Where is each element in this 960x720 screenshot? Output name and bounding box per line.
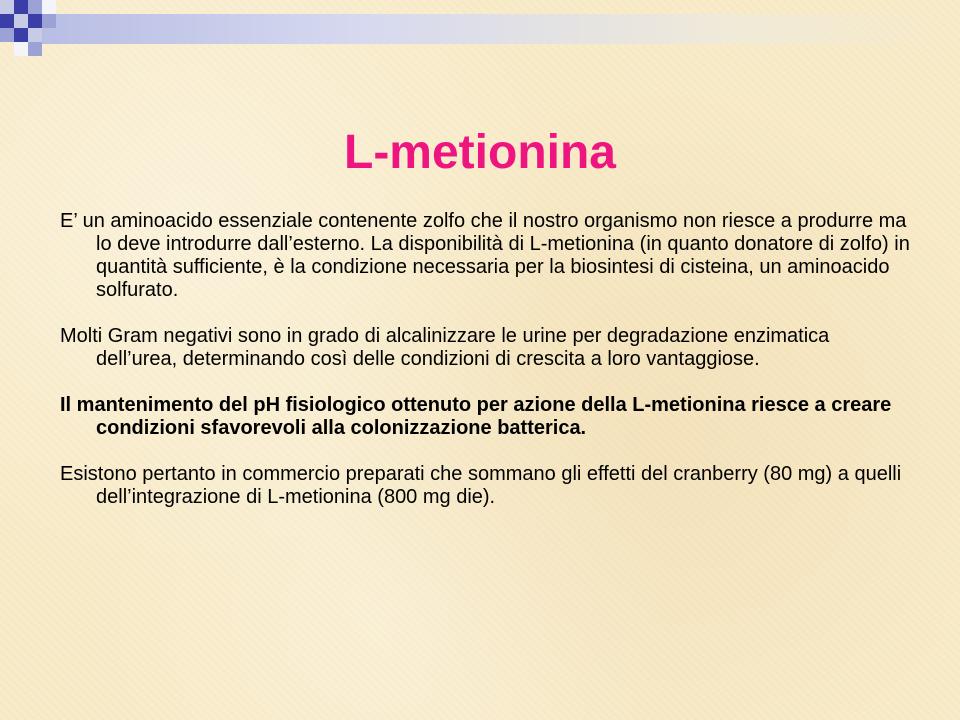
slide-title: L-metionina <box>344 126 616 180</box>
decor-square <box>42 14 56 28</box>
decor-square <box>14 28 28 42</box>
decor-square <box>28 42 42 56</box>
paragraph-ph-maintenance: Il mantenimento del pH fisiologico ottenuto per azione della L-metionina riesce a creare condizioni sfavorevoli alla colonizzazione batterica. <box>60 394 892 439</box>
decor-square <box>28 28 42 42</box>
decor-square <box>28 0 42 14</box>
decor-square <box>0 0 14 14</box>
decor-square <box>0 28 14 42</box>
header-decoration <box>0 0 960 60</box>
decor-square <box>14 0 28 14</box>
decor-square <box>28 14 42 28</box>
decor-square <box>0 14 14 28</box>
paragraph-commercial-preparations: Esistono pertanto in commercio preparati che sommano gli effetti del cranberry (80 mg) a quelli dell’integrazione di L-metionina (800 mg die). <box>60 463 902 508</box>
header-gradient-bar <box>40 14 960 44</box>
decor-square <box>42 0 56 14</box>
decor-square <box>14 14 28 28</box>
paragraph-gram-negative: Molti Gram negativi sono in grado di alcalinizzare le urine per degradazione enzimatica dell’urea, determinando così delle condizioni di crescita a loro vantaggiose. <box>60 325 830 370</box>
slide-body <box>60 210 910 532</box>
decor-square <box>14 42 28 56</box>
paragraph-definition: E’ un aminoacido essenziale contenente zolfo che il nostro organismo non riesce a produrre ma lo deve introdurre dall’esterno. La disponibilità di L-metionina (in quanto donatore di zolfo) in quantità sufficiente, è la condizione necessaria per la biosintesi di cisteina, un aminoacido solfurato. <box>60 210 910 301</box>
